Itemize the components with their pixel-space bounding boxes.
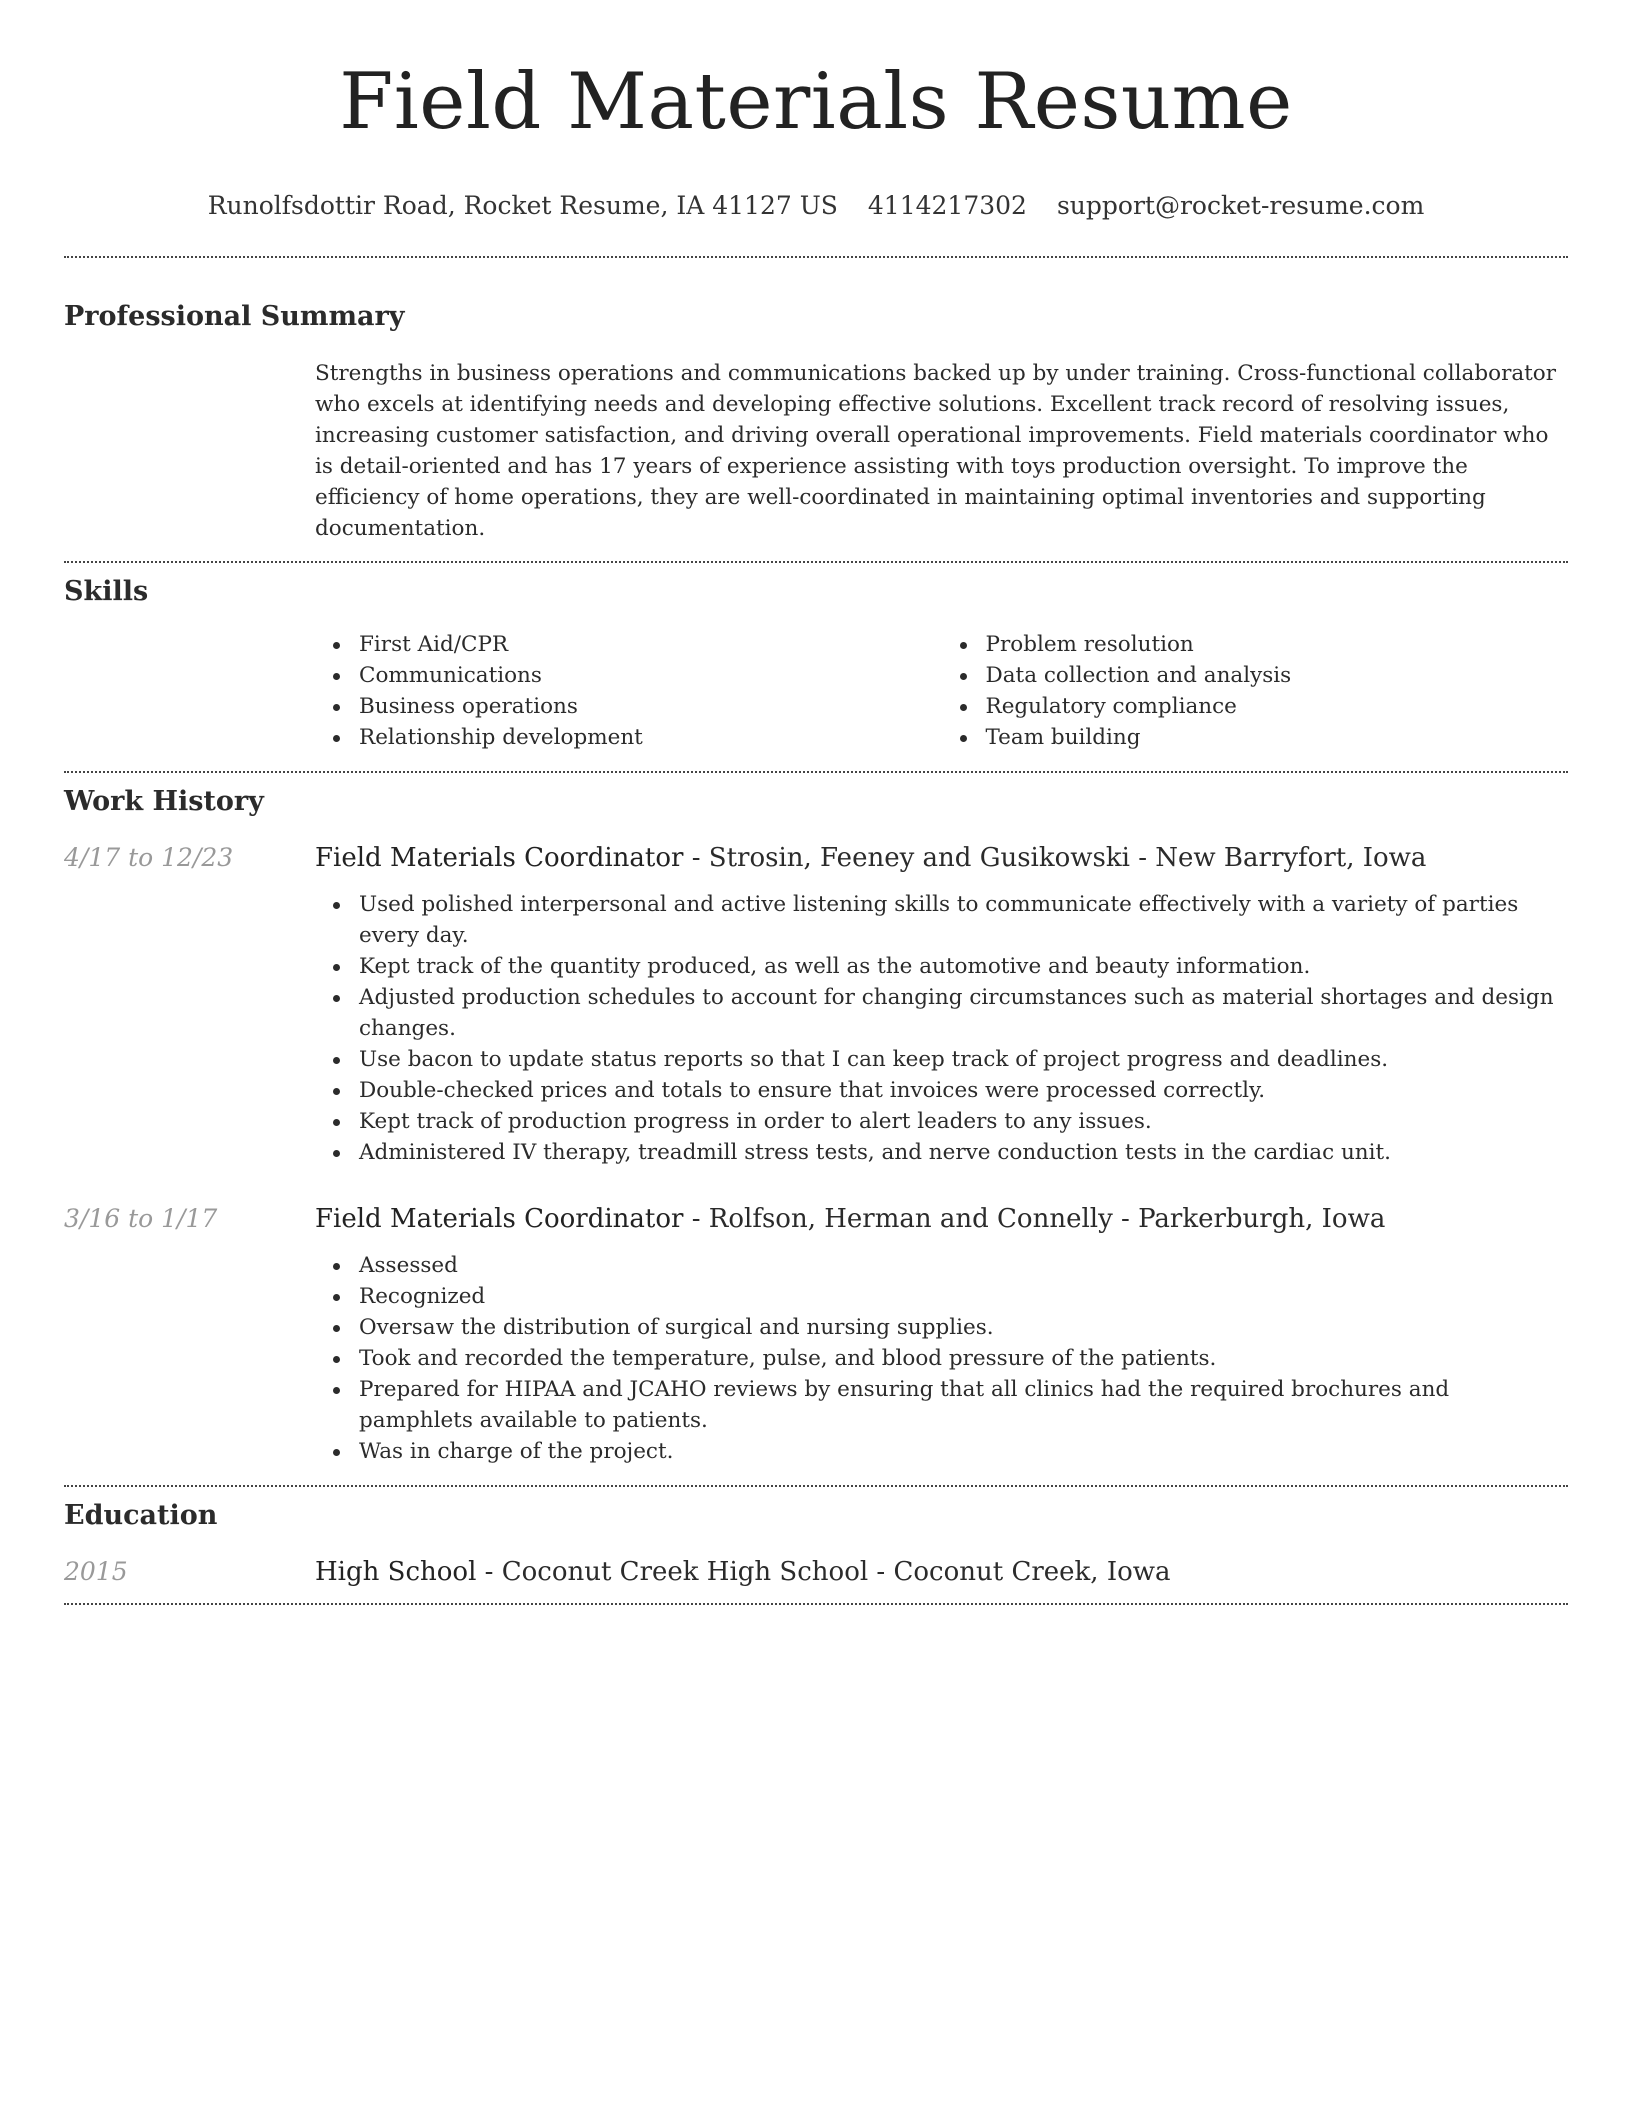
- job-company-location: - Rolfson, Herman and Connelly - Parkerburgh, Iowa: [683, 1204, 1386, 1234]
- job-bullet: Assessed: [315, 1250, 1568, 1281]
- job-role: Field Materials Coordinator: [315, 1204, 684, 1234]
- job-bullet: Used polished interpersonal and active listening skills to communicate effectively with a variety of parties every day.: [315, 889, 1568, 951]
- job-heading: [315, 1202, 1568, 1236]
- skill-item: Problem resolution: [942, 629, 1569, 660]
- skills-list-left: [315, 629, 942, 753]
- divider: [64, 771, 1568, 773]
- job-dates: 4/17 to 12/23: [64, 843, 234, 872]
- skill-item: Communications: [315, 660, 942, 691]
- contact-address: Runolfsdottir Road, Rocket Resume, IA 41127 US: [207, 191, 838, 220]
- skill-item: Business operations: [315, 691, 942, 722]
- education-entry: [64, 1555, 1568, 1589]
- summary-spacer: [64, 358, 315, 544]
- job-entry: [64, 841, 1568, 1168]
- job-bullet: Recognized: [315, 1281, 1568, 1312]
- education-year: 2015: [64, 1557, 128, 1586]
- job-bullets: [315, 1250, 1568, 1467]
- contact-line: [64, 190, 1568, 222]
- job-bullet: Took and recorded the temperature, pulse, and blood pressure of the patients.: [315, 1343, 1568, 1374]
- divider: [64, 561, 1568, 563]
- job-bullet: Administered IV therapy, treadmill stress tests, and nerve conduction tests in the cardiac unit.: [315, 1137, 1568, 1168]
- contact-email: support@rocket-resume.com: [1056, 191, 1425, 220]
- divider: [64, 1485, 1568, 1487]
- job-bullet: Was in charge of the project.: [315, 1436, 1568, 1467]
- summary-text: Strengths in business operations and communications backed up by under training. Cross-functional collaborator who excels at identifying needs and developing effective solutions. Excellent track record of resolving issues, increasing customer satisfaction, and driving overall operational improvements. Field materials coordinator who is detail-oriented and has 17 years of experience assisting with toys production oversight. To improve the efficiency of home operations, they are well-coordinated in maintaining optimal inventories and supporting documentation.: [315, 361, 1557, 541]
- job-heading: [315, 841, 1568, 875]
- job-entry: [64, 1202, 1568, 1467]
- resume-title: Field Materials Resume: [339, 57, 1293, 147]
- education-heading: Education: [64, 1500, 218, 1531]
- job-bullet: Kept track of the quantity produced, as well as the automotive and beauty information.: [315, 951, 1568, 982]
- job-bullets: [315, 889, 1568, 1168]
- job-bullet: Prepared for HIPAA and JCAHO reviews by ensuring that all clinics had the required brochures and pamphlets available to patients.: [315, 1374, 1568, 1436]
- skills-grid: [315, 629, 1568, 753]
- job-company-location: - Strosin, Feeney and Gusikowski - New Barryfort, Iowa: [683, 843, 1427, 873]
- work-heading: Work History: [64, 786, 264, 817]
- summary-section: [64, 300, 1568, 544]
- work-section: [64, 785, 1568, 1467]
- education-heading-line: [315, 1555, 1568, 1589]
- skills-heading: Skills: [64, 576, 149, 607]
- skill-item: Team building: [942, 722, 1569, 753]
- skills-spacer: [64, 629, 315, 753]
- skill-item: Relationship development: [315, 722, 942, 753]
- job-role: Field Materials Coordinator: [315, 843, 684, 873]
- divider: [64, 256, 1568, 258]
- job-bullet: Double-checked prices and totals to ensure that invoices were processed correctly.: [315, 1075, 1568, 1106]
- job-dates: 3/16 to 1/17: [64, 1204, 218, 1233]
- job-bullet: Adjusted production schedules to account for changing circumstances such as material shortages and design changes.: [315, 982, 1568, 1044]
- education-degree: High School: [315, 1557, 477, 1587]
- job-bullet: Use bacon to update status reports so that I can keep track of project progress and deadlines.: [315, 1044, 1568, 1075]
- job-bullet: Oversaw the distribution of surgical and nursing supplies.: [315, 1312, 1568, 1343]
- skill-item: First Aid/CPR: [315, 629, 942, 660]
- divider: [64, 1603, 1568, 1605]
- skills-section: [64, 575, 1568, 753]
- job-spacer: [64, 1250, 315, 1467]
- skill-item: Data collection and analysis: [942, 660, 1569, 691]
- education-section: [64, 1499, 1568, 1589]
- job-bullet: Kept track of production progress in order to alert leaders to any issues.: [315, 1106, 1568, 1137]
- job-spacer: [64, 889, 315, 1168]
- skills-list-right: [942, 629, 1569, 753]
- summary-heading: Professional Summary: [64, 301, 405, 332]
- contact-phone: 4114217302: [867, 191, 1027, 220]
- education-school-location: - Coconut Creek High School - Coconut Creek, Iowa: [476, 1557, 1171, 1587]
- skill-item: Regulatory compliance: [942, 691, 1569, 722]
